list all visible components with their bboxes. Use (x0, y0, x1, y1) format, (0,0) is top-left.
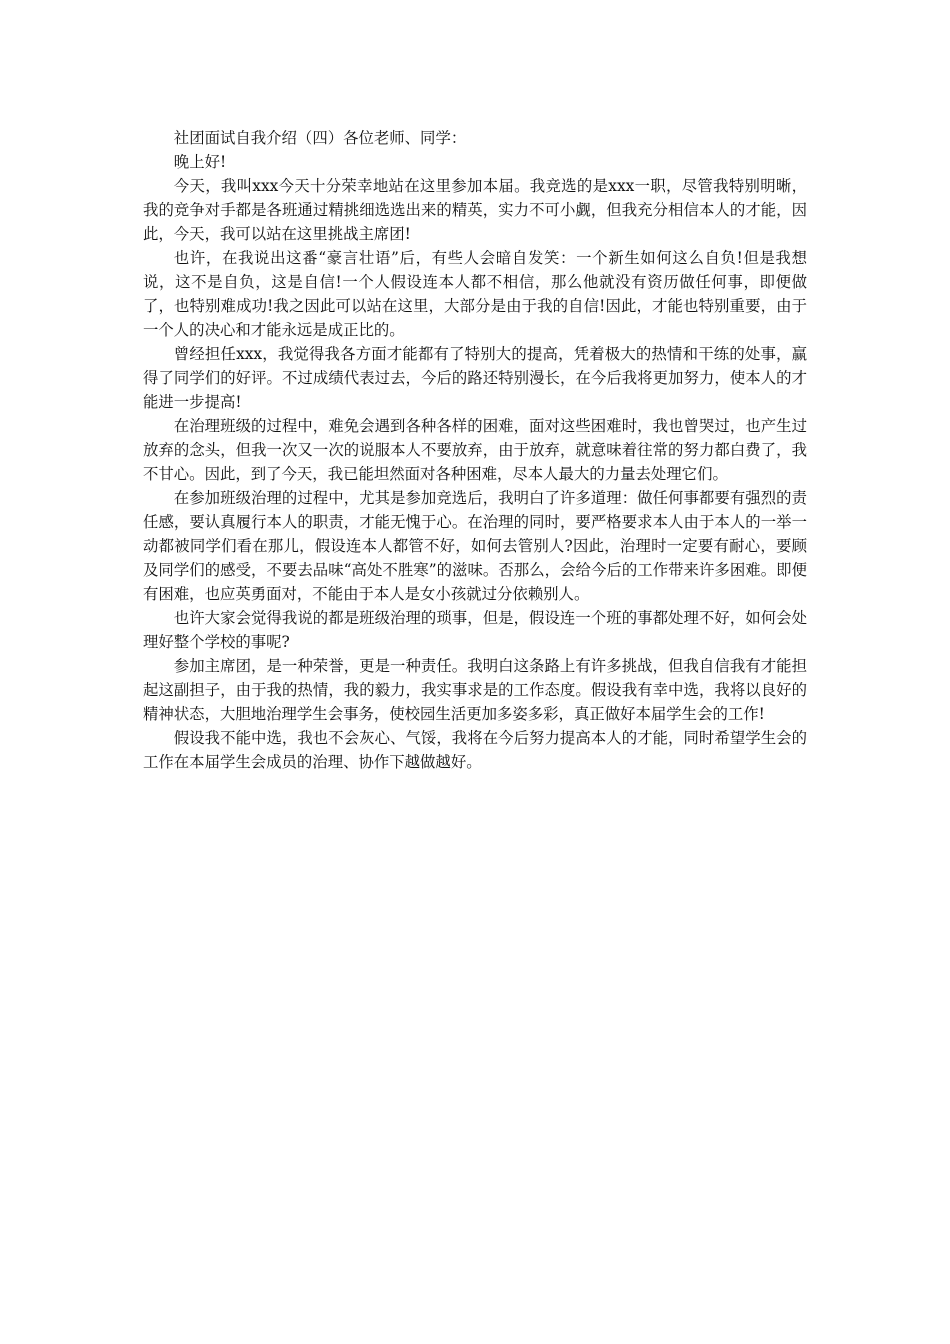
paragraph-difficulties: 在治理班级的过程中，难免会遇到各种各样的困难，面对这些困难时，我也曾哭过，也产生过放弃的念头，但我一次又一次的说服本人不要放弃，由于放弃，就意味着往常的努力都白费了，我不甘心。因此，到了今天，我已能坦然面对各种困难，尽本人最大的力量去处理它们。 (143, 417, 807, 483)
document-body (143, 126, 807, 774)
paragraph-commitment: 参加主席团，是一种荣誉，更是一种责任。我明白这条路上有许多挑战，但我自信我有才能担起这副担子，由于我的热情，我的毅力，我实事求是的工作态度。假设我有幸中选，我将以良好的精神状态，大胆地治理学生会事务，使校园生活更加多姿多彩，真正做好本届学生会的工作! (143, 657, 807, 723)
paragraph-greeting: 晚上好! (173, 153, 227, 171)
paragraph-closing: 假设我不能中选，我也不会灰心、气馁，我将在今后努力提高本人的才能，同时希望学生会的工作在本届学生会成员的治理、协作下越做越好。 (143, 729, 807, 771)
paragraph-confidence: 也许，在我说出这番“豪言壮语”后，有些人会暗自发笑：一个新生如何这么自负!但是我想说，这不是自负，这是自信!一个人假设连本人都不相信，那么他就没有资历做任何事，即便做了，也特别难成功!我之因此可以站在这里，大部分是由于我的自信!因此，才能也特别重要，由于一个人的决心和才能永远是成正比的。 (143, 249, 807, 339)
paragraph-title: 社团面试自我介绍（四）各位老师、同学： (173, 129, 467, 147)
paragraph-experience: 曾经担任xxx，我觉得我各方面才能都有了特别大的提高，凭着极大的热情和干练的处事，赢得了同学们的好评。不过成绩代表过去，今后的路还特别漫长，在今后我将更加努力，使本人的才能进一步提高! (143, 345, 807, 411)
paragraph-trivia: 也许大家会觉得我说的都是班级治理的琐事，但是，假设连一个班的事都处理不好，如何会处理好整个学校的事呢? (143, 609, 807, 651)
paragraph-intro: 今天，我叫xxx今天十分荣幸地站在这里参加本届。我竞选的是xxx一职，尽管我特别明晰，我的竞争对手都是各班通过精挑细选选出来的精英，实力不可小觑，但我充分相信本人的才能，因此，今天，我可以站在这里挑战主席团! (143, 177, 807, 243)
paragraph-lessons: 在参加班级治理的过程中，尤其是参加竞选后，我明白了许多道理：做任何事都要有强烈的责任感，要认真履行本人的职责，才能无愧于心。在治理的同时，要严格要求本人由于本人的一举一动都被同学们看在那儿，假设连本人都管不好，如何去管别人?因此，治理时一定要有耐心，要顾及同学们的感受，不要去品味“高处不胜寒”的滋味。否那么，会给今后的工作带来许多困难。即便有困难，也应英勇面对，不能由于本人是女小孩就过分依赖别人。 (143, 489, 807, 603)
